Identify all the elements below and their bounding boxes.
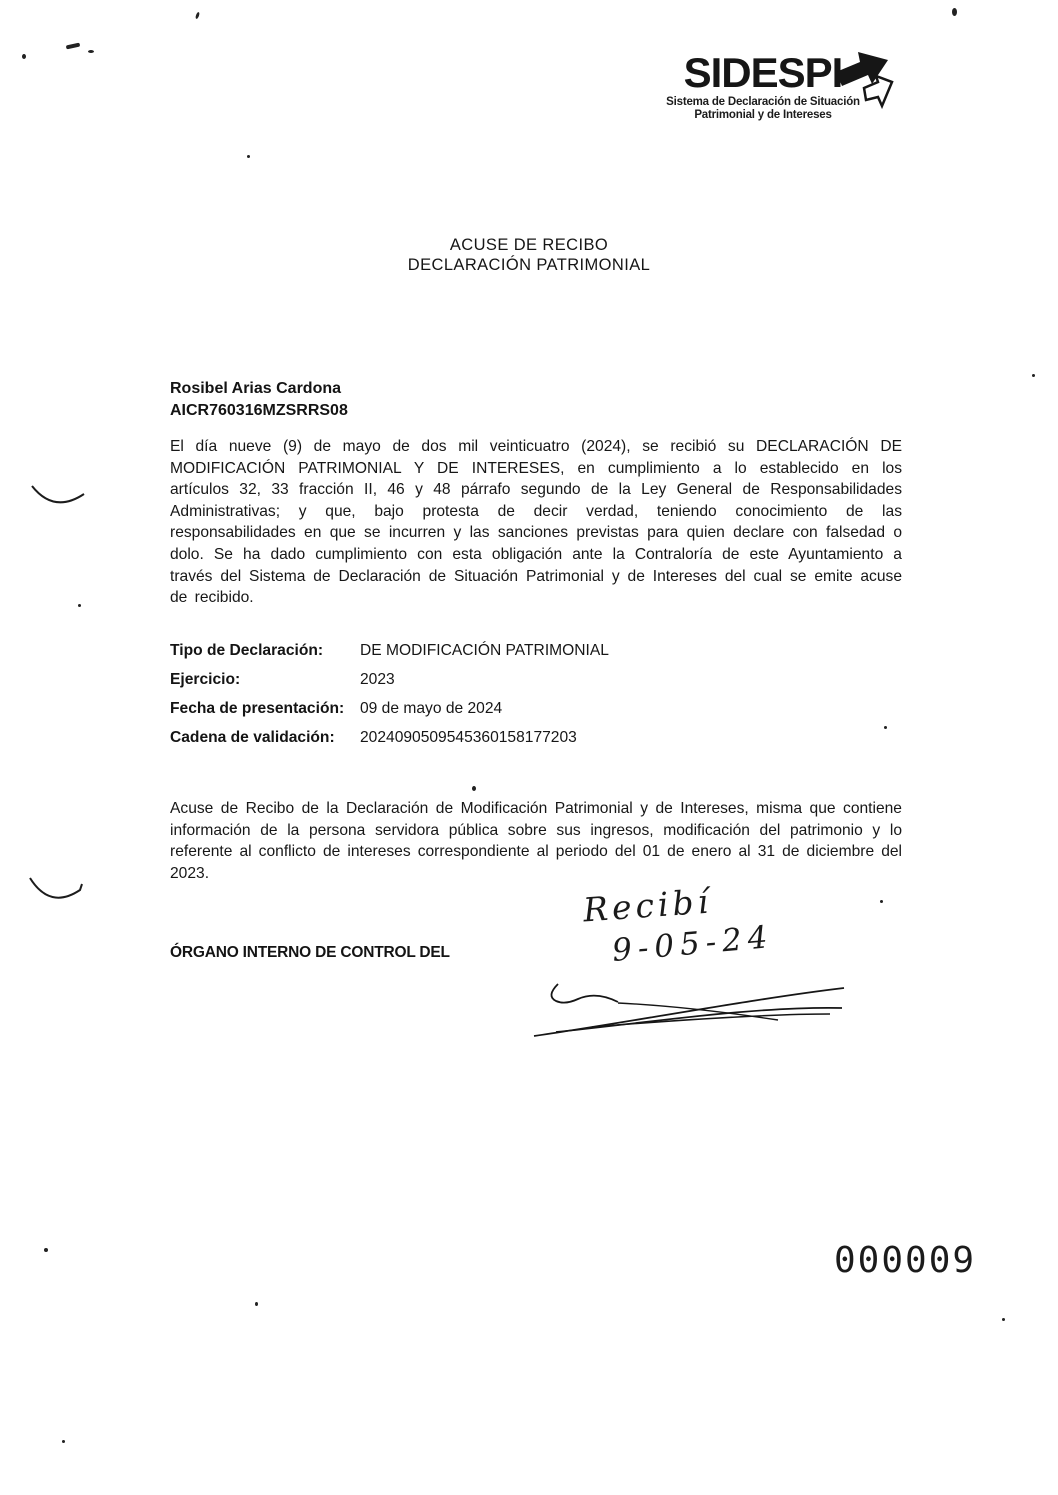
scan-speck xyxy=(952,8,957,16)
handwritten-received-label: Recibí xyxy=(581,881,714,930)
detail-value: 09 de mayo de 2024 xyxy=(360,700,503,717)
scan-arc-mark xyxy=(22,862,92,922)
logo-tagline-line2: Patrimonial y de Intereses xyxy=(694,109,832,121)
logo-wordmark: SIDESPI xyxy=(683,49,843,96)
detail-label: Ejercicio: xyxy=(170,671,241,688)
detail-label: Fecha de presentación: xyxy=(170,700,345,717)
scan-speck xyxy=(66,43,81,50)
body-paragraph-2: Acuse de Recibo de la Declaración de Modificación Patrimonial y de Intereses, misma que contiene información de la persona servidora pública sobre sus ingresos, modificación del patrimonio y lo referente al conflicto de intereses correspondiente al periodo del 01 de enero al 31 de diciembre del 2023. xyxy=(170,800,902,882)
recipient-block xyxy=(170,378,348,422)
title-line-2: DECLARACIÓN PATRIMONIAL xyxy=(407,255,651,274)
detail-row-fecha xyxy=(170,698,810,720)
recipient-curp: AICR760316MZSRRS08 xyxy=(170,402,348,419)
scan-speck xyxy=(195,12,200,20)
scan-speck xyxy=(88,50,94,53)
body-paragraph-1: El día nueve (9) de mayo de dos mil veinticuatro (2024), se recibió su DECLARACIÓN DE MODIFICACIÓN PATRIMONIAL Y DE INTERESES, en cumplimiento a lo establecido en los artículos 32, 33 fracción II, 46 y 48 párrafo segundo de la Ley General de Responsabilidades Administrativas; y que, bajo protesta de decir verdad, teniendo conocimiento de las responsabilidades en que se incurren y las sanciones previstas para quien declare con falsedad o dolo. Se ha dado cumplimiento con esta obligación ante la Contraloría de este Ayuntamiento a través del Sistema de Declaración de Situación Patrimonial y de Intereses del cual se emite acuse de recibido. xyxy=(170,438,902,607)
declaration-details xyxy=(170,640,810,756)
scan-speck xyxy=(255,1302,258,1306)
logo-tagline-line1: Sistema de Declaración de Situación xyxy=(666,96,860,108)
detail-label: Cadena de validación: xyxy=(170,729,335,746)
scan-speck xyxy=(62,1440,65,1443)
detail-row-tipo xyxy=(170,640,810,662)
signature-strokes xyxy=(528,972,848,1044)
detail-value: DE MODIFICACIÓN PATRIMONIAL xyxy=(360,642,609,659)
detail-row-ejercicio xyxy=(170,669,810,691)
detail-value: 2024090509545360158177203 xyxy=(360,729,577,746)
detail-row-cadena xyxy=(170,727,810,749)
sidespi-logo xyxy=(648,49,878,122)
detail-value: 2023 xyxy=(360,671,395,688)
folio-number-stamp: 000009 xyxy=(834,1240,977,1281)
title-line-1: ACUSE DE RECIBO xyxy=(449,236,609,254)
internal-control-office-label: ÓRGANO INTERNO DE CONTROL DEL xyxy=(170,944,450,961)
scan-speck xyxy=(880,900,883,903)
scan-arc-mark xyxy=(24,468,94,528)
scan-speck xyxy=(247,155,250,158)
scan-speck xyxy=(22,54,26,59)
scan-speck xyxy=(1002,1318,1005,1321)
detail-label: Tipo de Declaración: xyxy=(170,642,324,659)
scan-speck xyxy=(1032,374,1035,377)
scan-speck xyxy=(884,726,887,729)
scan-speck xyxy=(78,604,81,607)
recipient-name: Rosibel Arias Cardona xyxy=(170,380,342,397)
document-title xyxy=(0,236,1058,275)
scan-speck xyxy=(472,786,476,791)
scan-speck xyxy=(44,1248,48,1252)
handwritten-received-date: 9-05-24 xyxy=(610,919,775,969)
double-arrow-right-icon xyxy=(830,44,896,114)
